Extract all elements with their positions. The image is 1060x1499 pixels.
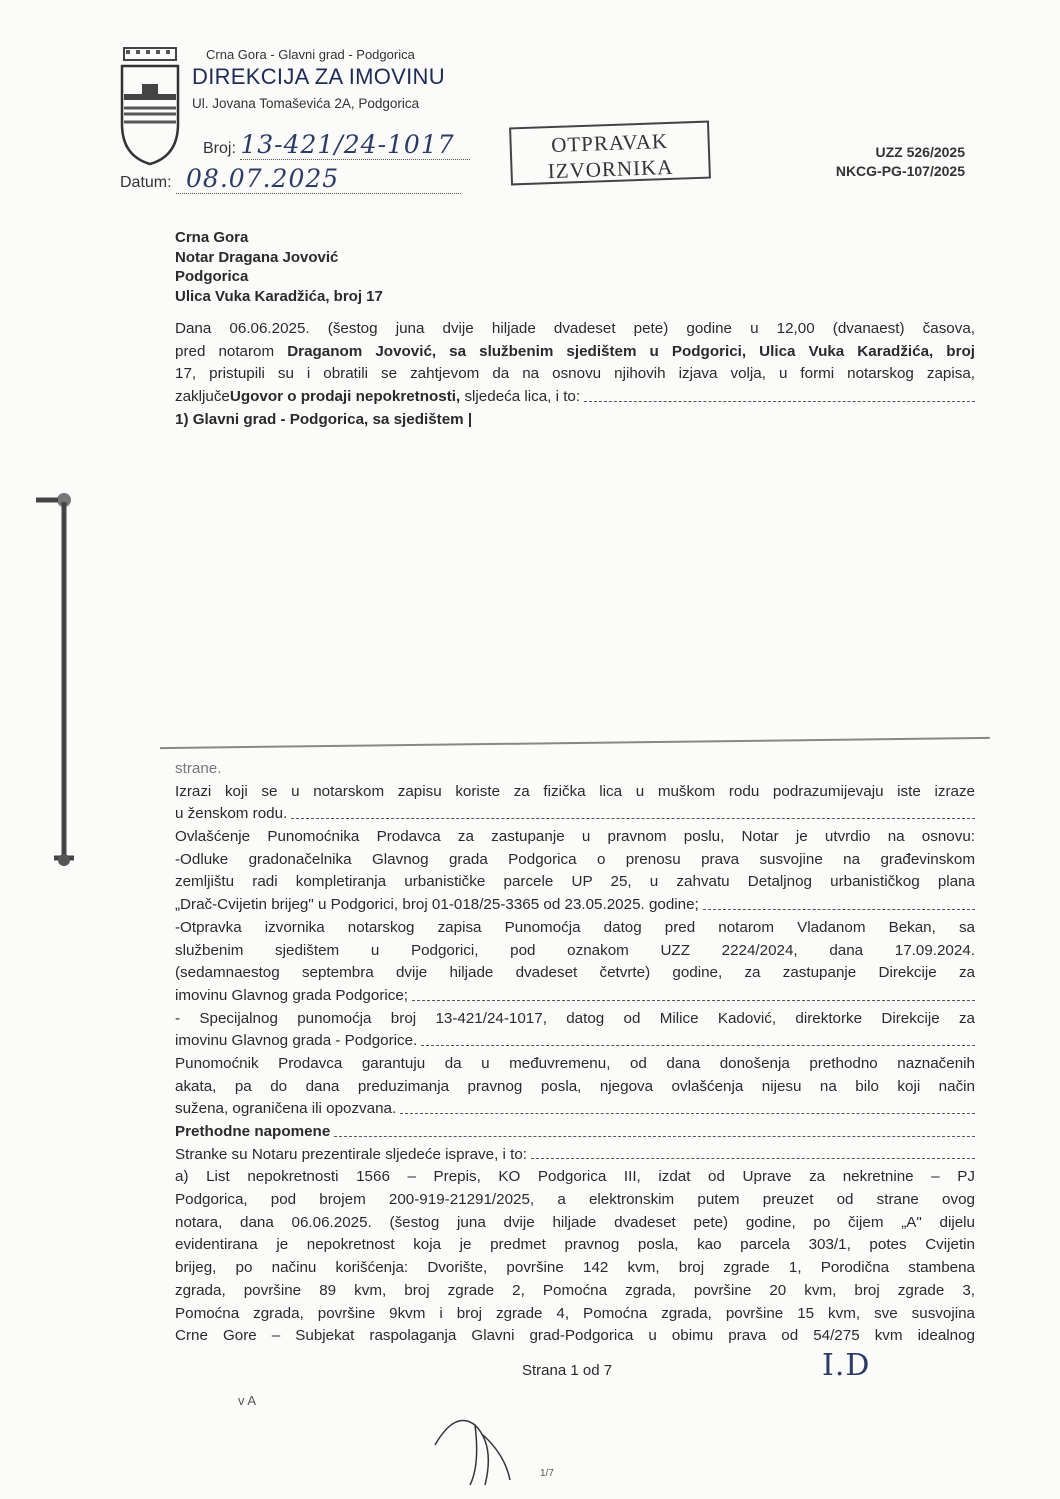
dash-filler (531, 1144, 975, 1160)
text-line (175, 871, 975, 894)
datum-field (120, 164, 461, 194)
text-line (175, 1234, 975, 1257)
addressee-block (175, 228, 383, 306)
body-text (175, 758, 975, 1348)
text-line (175, 1076, 975, 1099)
text-span: zaključe (175, 388, 230, 406)
text-line: 1) Glavni grad - Podgorica, sa sjedištem | (175, 410, 473, 428)
text-line (175, 962, 975, 985)
dash-filler (412, 985, 975, 1001)
text-line (175, 386, 975, 409)
text-span: brijeg, po načinu korišćenja: Dvorište, površine 142 kvm, broj zgrade 1, Porodična stambena (175, 1259, 975, 1277)
text-line (175, 758, 975, 781)
text-span: sužena, ograničena ili opozvana. (175, 1100, 397, 1118)
dash-filler (421, 1030, 975, 1046)
text-span: zgrada, površine 89 kvm, broj zgrade 2, Pomoćna zgrada, površine 20 kvm, broj zgrade 3, (175, 1281, 975, 1299)
text-span: -Odluke gradonačelnika Glavnog grada Podgorica o prenosu prava susvojine na građevinskom (175, 850, 975, 868)
text-span: evidentirana je nepokretnost koja je predmet pravnog posla, kao parcela 303/1, potes Cvijetin (175, 1236, 975, 1254)
intro-paragraph (175, 318, 975, 431)
text-span: Izrazi koji se u notarskom zapisu koriste za fizička lica u muškom rodu podrazumijevaju iste izraze (175, 782, 975, 800)
datum-value: 08.07.2025 (176, 164, 461, 194)
text-span: Prethodne napomene (175, 1123, 331, 1140)
text-line (175, 917, 975, 940)
text-line (175, 849, 975, 872)
text-line (175, 1189, 975, 1212)
text-line (175, 1280, 975, 1303)
stamp-line-2: IZVORNIKA (547, 154, 674, 184)
text-line (175, 1166, 975, 1189)
text-line (175, 894, 975, 917)
text-line (175, 1325, 975, 1348)
text-span-bold: Ugovor o prodaji nepokretnosti, (229, 388, 461, 406)
addressee-line: Podgorica (175, 268, 249, 285)
page-number-small: 1/7 (540, 1468, 554, 1479)
text-span: Punomoćnik Prodavca garantuju da u međuvremenu, od dana donošenja prethodno naznačenih (175, 1054, 975, 1072)
text-span: službenim sjedištem u Podgorici, pod oznakom UZZ 2224/2024, dana 17.09.2024. (175, 941, 975, 959)
text-span: imovinu Glavnog grada Podgorice; (175, 986, 409, 1004)
text-line (175, 1030, 975, 1053)
text-line: Dana 06.06.2025. (šestog juna dvije hiljade dvadeset pete) godine u 12,00 (dvanaest) časova, (175, 320, 975, 337)
nkcg-reference: NKCG-PG-107/2025 (835, 163, 965, 179)
text-line (175, 803, 975, 826)
datum-label: Datum: (120, 174, 172, 191)
dash-filler (291, 803, 975, 819)
stamp-line-1: OTPRAVAK (550, 128, 669, 158)
coat-of-arms-logo (118, 44, 182, 166)
text-span: Stranke su Notaru prezentirale sljedeće isprave, i to: (175, 1145, 528, 1163)
text-span: u ženskom rodu. (175, 805, 288, 823)
handwritten-mark: v A (238, 1393, 257, 1408)
text-span: a) List nepokretnosti 1566 – Prepis, KO Podgorica III, izdat od Uprave za nekretnine – PJ (175, 1168, 975, 1186)
text-line (175, 985, 975, 1008)
text-span: Pomoćna zgrada, površine 9kvm i broj zgrade 4, Pomoćna zgrada, površine 15 kvm, sve susvojina (175, 1304, 975, 1322)
text-span: (sedamnaestog septembra dvije hiljade dvadeset četvrte) godine, za zastupanje Direkcije za (175, 964, 975, 982)
addressee-line: Notar Dragana Jovović (175, 248, 339, 266)
text-span: „Drač-Cvijetin brijeg" u Podgorici, broj 01-018/25-3365 od 23.05.2025. godine; (175, 896, 699, 914)
text-span: akata, pa do dana preduzimanja pravnog posla, njegova ovlašćenja nijesu na bilo koji način (175, 1077, 975, 1095)
letterhead-address: Ul. Jovana Tomaševića 2A, Podgorica (192, 96, 420, 111)
signature (425, 1405, 525, 1490)
text-line (175, 826, 975, 849)
dash-filler (703, 894, 975, 910)
text-line (175, 341, 975, 364)
text-span: strane. (175, 760, 222, 777)
text-line (175, 940, 975, 963)
text-span: Crne Gore – Subjekat raspolaganja Glavni grad-Podgorica u obimu prava od 54/275 kvm idealnog (175, 1327, 975, 1345)
dash-filler (400, 1098, 975, 1114)
text-line (175, 1257, 975, 1280)
text-line (175, 1121, 975, 1144)
uzz-reference: UZZ 526/2025 (875, 144, 965, 160)
text-span: -Otpravka izvornika notarskog zapisa Punomoćja datog pred notarom Vladanom Bekan, sa (175, 918, 975, 936)
otpravak-izvornika-stamp (509, 121, 711, 186)
handwritten-initials: I.D (822, 1348, 871, 1383)
text-span: - Specijalnog punomoćja broj 13-421/24-1017, datog od Milice Kadović, direktorke Direkcije za (175, 1009, 975, 1027)
letterhead-country: Crna Gora - Glavni grad - Podgorica (206, 47, 415, 62)
text-line (175, 1008, 975, 1031)
text-line (175, 1053, 975, 1076)
dash-filler (334, 1121, 975, 1137)
page-number: Strana 1 od 7 (522, 1362, 613, 1379)
broj-value: 13-421/24-1017 (240, 130, 470, 160)
bracket-mark (28, 490, 78, 870)
letterhead-org: DIREKCIJA ZA IMOVINU (192, 64, 445, 89)
text-span: notara, dana 06.06.2025. (šestog juna dvije hiljade dvadeset pete) godine, po čijem „A" dijelu (175, 1213, 975, 1231)
text-span: Ovlašćenje Punomoćnika Prodavca za zastupanje u pravnom poslu, Notar je utvrdio na osnovu: (175, 828, 975, 846)
text-line (175, 1303, 975, 1326)
text-span: sljedeća lica, i to: (460, 388, 581, 406)
text-line (175, 781, 975, 804)
broj-label: Broj: (203, 140, 236, 157)
addressee-line: Ulica Vuka Karadžića, broj 17 (175, 287, 383, 305)
text-span-bold: Draganom Jovović, sa službenim sjedištem u Podgorici, Ulica Vuka Karadžića, broj (287, 342, 975, 360)
text-line: 17, pristupili su i obratili se zahtjevom da na osnovu njihovih izjava volja, u formi notarskog zapisa, (175, 365, 975, 383)
text-span: pred notarom (175, 342, 288, 360)
text-span: imovinu Glavnog grada - Podgorice. (175, 1032, 418, 1050)
text-line (175, 1144, 975, 1167)
text-line (175, 1212, 975, 1235)
addressee-line: Crna Gora (175, 229, 249, 246)
dash-filler (584, 386, 975, 402)
text-span: Podgorica, pod brojem 200-919-21291/2025, a elektronskim putem preuzet od strane ovog (175, 1191, 975, 1209)
text-line (175, 1098, 975, 1121)
broj-field (203, 130, 470, 160)
text-span: zemljištu radi kompletiranja urbanističke parcele UP 25, u zahvatu Detaljnog urbanističkog plana (175, 873, 975, 891)
